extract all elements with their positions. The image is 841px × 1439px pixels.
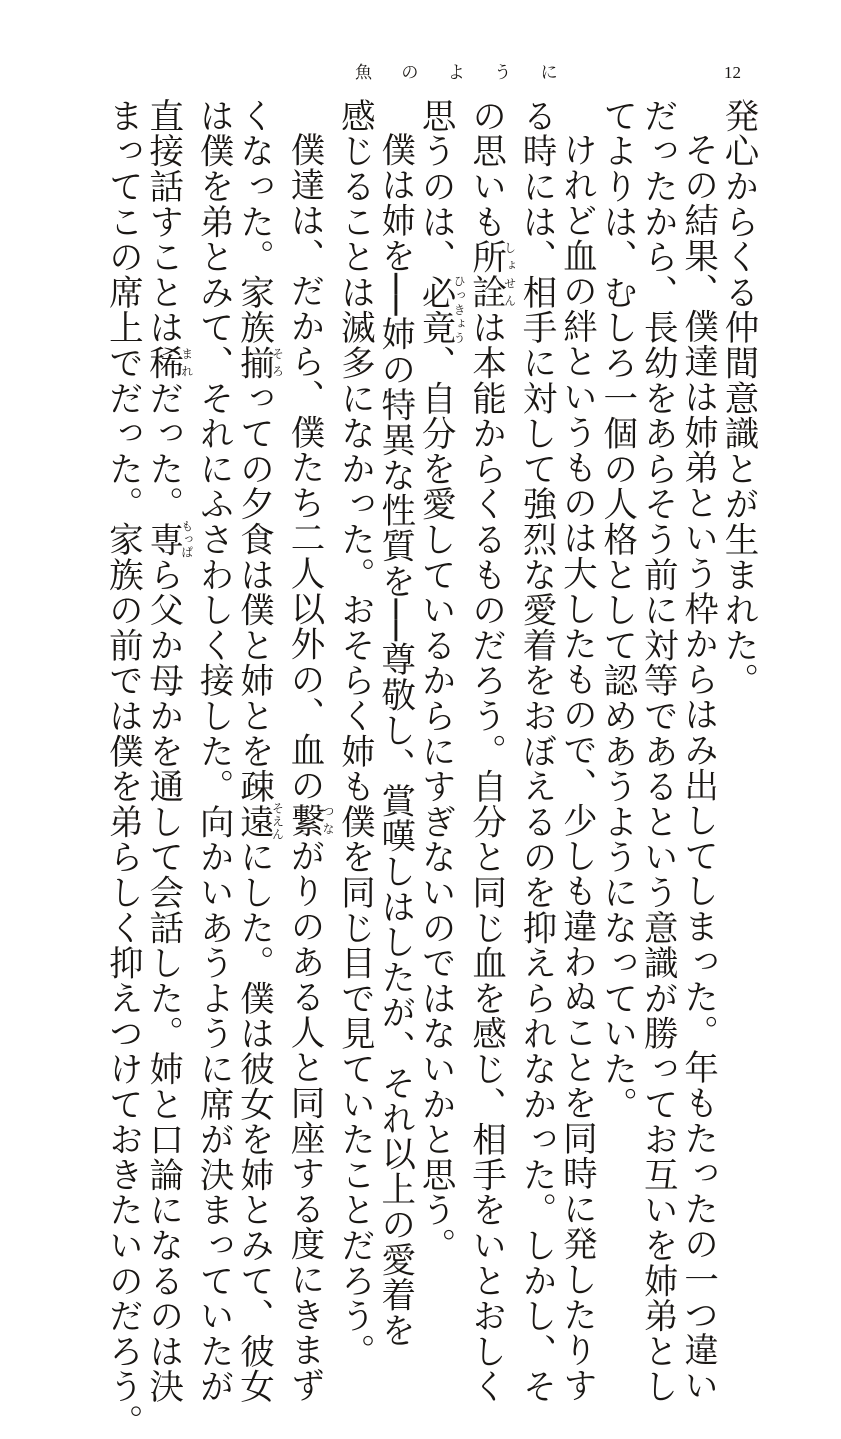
- text-line: その結果、僕達は姉弟という枠からはみ出してしまった。年もたったの一つ違い: [677, 132, 718, 1403]
- text-segment: がりのある人と同座する度にきまず: [283, 838, 324, 1403]
- ruby-base: 専: [142, 519, 183, 559]
- ruby-reading: そえん: [270, 802, 285, 842]
- text-line: [233, 98, 285, 1405]
- page-number: 12: [724, 63, 741, 82]
- text-segment: 直接話すことは: [142, 98, 183, 346]
- running-head-title: 魚 の よ う に: [355, 63, 570, 83]
- text-segment: 思うのは、: [415, 98, 456, 275]
- text-line: [465, 98, 517, 1405]
- text-segment: 、自分を愛しているからにすぎないのではないかと思う。: [415, 345, 456, 1263]
- text-line: は僕を弟とみて、それにふさわしく接した。向かいあうように席が決まっていたが: [193, 98, 234, 1405]
- text-line: 僕は姉を──姉の特異な性質を──尊敬し、賞嘆しはしたが、それ以上の愛着を: [374, 132, 415, 1348]
- text-segment: の思いも: [465, 98, 506, 240]
- text-segment: 僕達は、だから、僕たち二人以外の、血の: [283, 132, 324, 803]
- ruby-reading: ひっきょう: [452, 274, 467, 346]
- ruby-word: [283, 802, 335, 839]
- ruby-word: [415, 274, 467, 346]
- ruby-word: [233, 802, 285, 842]
- running-head: [0, 58, 841, 88]
- text-line: [142, 98, 194, 1405]
- ruby-reading: そろ: [270, 345, 285, 381]
- ruby-reading: まれ: [179, 345, 194, 381]
- text-line: 感じることは滅多になかった。おそらく姉も僕を同じ目で見ていたことだろう。: [334, 98, 375, 1369]
- ruby-base: 遠: [233, 802, 274, 842]
- ruby-base: 揃: [233, 345, 274, 381]
- body-text: [98, 98, 758, 1439]
- text-line: [415, 98, 467, 1263]
- text-line: る時には、相手に対して強烈な愛着をおぼえるのを抑えられなかった。しかし、そ: [515, 98, 556, 1405]
- ruby-word: [142, 519, 194, 559]
- ruby-word: [465, 239, 517, 310]
- text-segment: にした。僕は彼女を姉とみて、彼女: [233, 839, 274, 1405]
- ruby-base: 繋: [283, 802, 324, 839]
- text-line: けれど血の絆というものは大したもので、少しも違わぬことを同時に発したりす: [556, 132, 597, 1403]
- ruby-base: 稀: [142, 345, 183, 381]
- text-segment: っての夕食は僕と姉とを疎: [233, 380, 274, 805]
- ruby-word: [233, 345, 285, 381]
- text-line: だったから、長幼をあらそう前に対等であるという意識が勝ってお互いを姉弟とし: [637, 98, 678, 1405]
- text-segment: くなった。家族: [233, 98, 274, 346]
- ruby-base: 必竟: [415, 274, 456, 346]
- text-line: まってこの席上でだった。家族の前では僕を弟らしく抑えつけておきたいのだろう。: [102, 98, 143, 1439]
- text-segment: ら父か母かを通して会話した。姉と口論になるのは決: [142, 556, 183, 1405]
- ruby-word: [142, 345, 194, 381]
- text-segment: だった。: [142, 380, 183, 522]
- text-line: [283, 98, 335, 1403]
- ruby-reading: もっぱ: [179, 519, 194, 559]
- text-line: てよりは、むしろ一個の人格として認めあうようになっていた。: [596, 98, 637, 1122]
- ruby-reading: つな: [320, 802, 335, 839]
- text-segment: は本能からくるものだろう。自分と同じ血を感じ、相手をいとおしく: [465, 309, 506, 1405]
- text-line: 発心からくる仲間意識とが生まれた。: [718, 98, 758, 699]
- ruby-reading: しょせん: [502, 239, 517, 310]
- ruby-base: 所詮: [465, 239, 506, 310]
